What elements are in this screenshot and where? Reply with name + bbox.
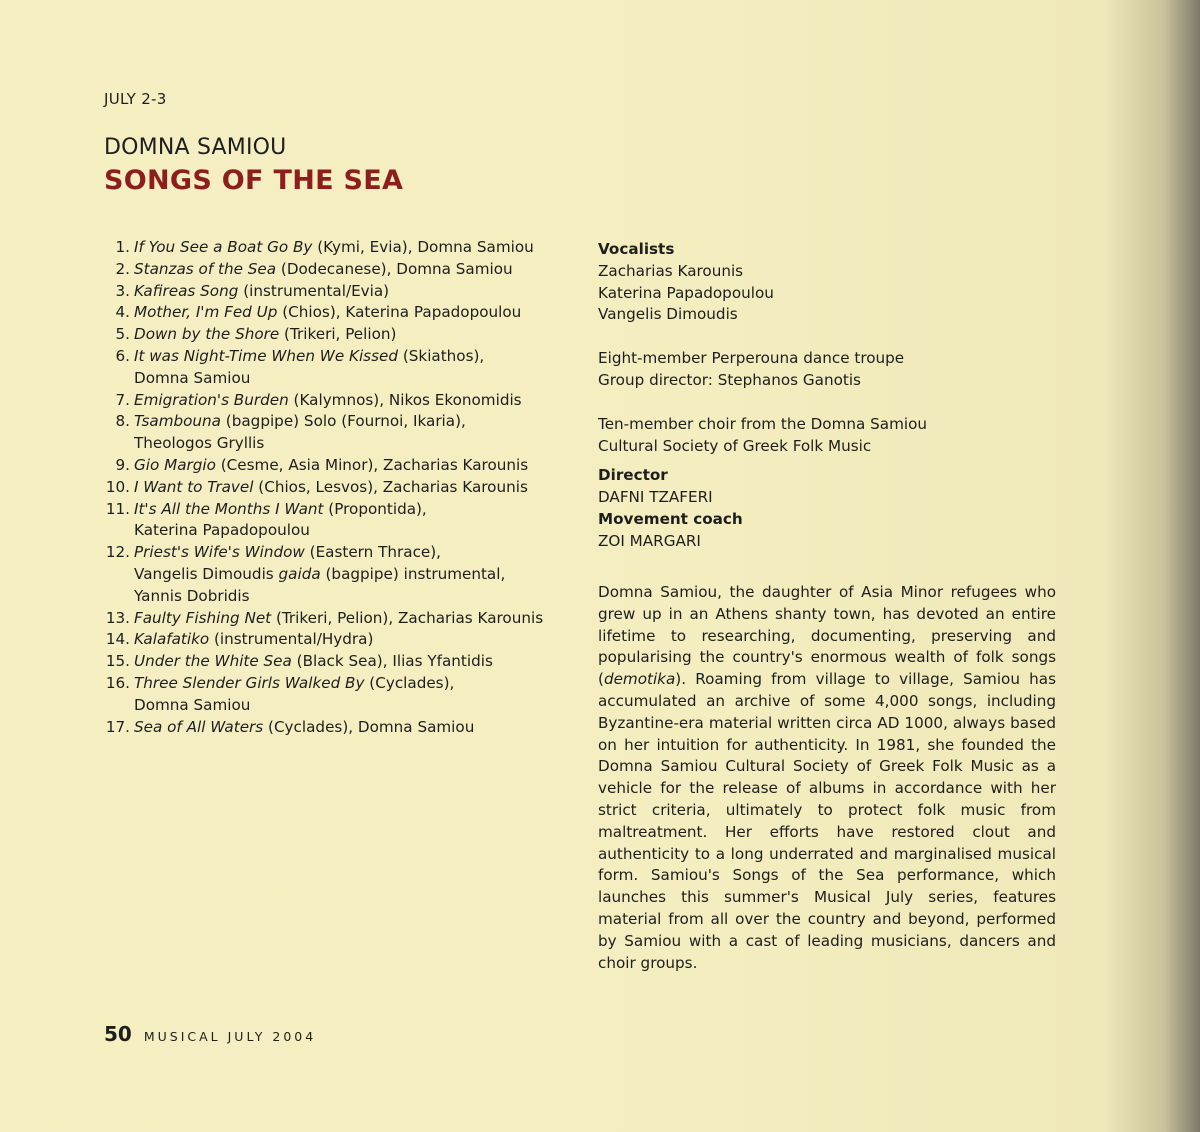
track-body (130, 499, 427, 543)
track-details: (Dodecanese), Domna Samiou (276, 259, 513, 278)
track-number: 8. (115, 412, 130, 431)
biography-paragraph (598, 582, 1056, 974)
track-item (102, 324, 552, 346)
track-title: It was Night-Time When We Kissed (134, 346, 398, 365)
track-details: (Kymi, Evia), Domna Samiou (312, 238, 534, 256)
vocalist-name: Vangelis Dimoudis (598, 305, 738, 324)
track-title: Emigration's Burden (134, 390, 289, 409)
track-body (130, 346, 484, 390)
bio-text: ). Roaming from village to village, Samiou has accumulated an archive of some 4,000 songs, including Byzantine-era material written circa AD 1000, always based on her intuition for authenticity. In 1981, she founded the Domna Samiou Cultural Society of Greek Folk Music as a vehicle for the release of albums in accordance with her strict criteria, ultimately to protect folk music from maltreatment. Her efforts have restored clout and authenticity to a long underrated and marginalised musical form. Samiou's Songs of the Sea performance, which launches this summer's Musical July series, features material from all over the country and beyond, performed by Samiou with a cast of leading musicians, dancers and choir groups. (598, 670, 1056, 972)
track-number: 10. (105, 477, 130, 496)
vocalists-heading: Vocalists (598, 240, 675, 258)
track-details: (Cyclades), Domna Samiou (263, 717, 475, 736)
track-number: 15. (105, 652, 130, 671)
track-body (130, 455, 528, 477)
track-details: (Cyclades), (364, 673, 455, 692)
track-item (102, 499, 552, 543)
track-body (130, 281, 389, 303)
vocalist-name: Zacharias Karounis (598, 261, 744, 280)
track-item (102, 651, 552, 673)
movement-coach-heading: Movement coach (598, 509, 743, 528)
track-details: (Chios), Katerina Papadopoulou (277, 303, 522, 322)
track-number: 2. (115, 259, 130, 278)
track-item (102, 346, 552, 390)
credits-section (598, 239, 1056, 553)
choir-line: Cultural Society of Greek Folk Music (598, 436, 872, 455)
bio-text: Domna Samiou, the daughter of Asia Minor refugees who grew up in an Athens shanty town, has devoted an entire lifetime to researching, documenting, preserving and popularising the country's enormous wealth of folk songs ( (598, 583, 1056, 689)
track-title: Three Slender Girls Walked By (134, 673, 365, 692)
programme-title: SONGS OF THE SEA (104, 165, 404, 196)
track-body (130, 411, 466, 455)
track-details: (Black Sea), Ilias Yfantidis (291, 652, 493, 671)
track-body (130, 237, 534, 259)
track-details: (Trikeri, Pelion) (279, 325, 397, 344)
track-number: 3. (115, 281, 130, 300)
track-number: 14. (105, 630, 130, 649)
event-date: JULY 2-3 (104, 90, 167, 108)
track-continuation: Domna Samiou (134, 695, 251, 714)
track-list (102, 237, 552, 738)
track-body (130, 259, 513, 281)
movement-coach-name: ZOI MARGARI (598, 531, 701, 550)
track-details: (instrumental/Hydra) (209, 630, 374, 649)
track-number: 16. (105, 673, 130, 692)
track-details: (instrumental/Evia) (238, 281, 390, 300)
track-body (130, 324, 396, 346)
track-details: (bagpipe) Solo (Fournoi, Ikaria), (220, 412, 466, 431)
track-title: I Want to Travel (134, 477, 254, 496)
track-item (102, 717, 552, 739)
dance-troupe-line: Eight-member Perperouna dance troupe (598, 349, 905, 368)
director-heading: Director (598, 466, 668, 485)
track-details: (Trikeri, Pelion), Zacharias Karounis (271, 608, 544, 627)
track-details: (Cesme, Asia Minor), Zacharias Karounis (215, 455, 529, 474)
track-body (130, 673, 454, 717)
track-number: 6. (115, 346, 130, 365)
track-continuation (134, 564, 505, 586)
publication-name: MUSICAL JULY 2004 (143, 1029, 317, 1044)
page-footer (104, 1022, 316, 1046)
track-body (130, 608, 543, 630)
track-item (102, 673, 552, 717)
track-details: (Propontida), (323, 499, 427, 518)
track-number: 9. (115, 455, 130, 474)
track-item (102, 608, 552, 630)
director-name: DAFNI TZAFERI (598, 488, 713, 507)
bio-italic-term: demotika (603, 670, 676, 689)
track-body (130, 629, 373, 651)
track-body (130, 542, 505, 607)
track-continuation: Yannis Dobridis (134, 586, 250, 605)
track-item (102, 477, 552, 499)
track-item (102, 259, 552, 281)
track-number: 17. (105, 717, 130, 736)
track-title: Sea of All Waters (134, 717, 264, 736)
track-item (102, 629, 552, 651)
track-item (102, 411, 552, 455)
track-number: 7. (115, 390, 130, 409)
track-title: Tsambouna (134, 412, 221, 431)
track-title: Mother, I'm Fed Up (134, 303, 278, 322)
track-number: 11. (105, 499, 130, 518)
track-title: Priest's Wife's Window (134, 543, 305, 562)
track-item (102, 237, 552, 259)
track-title: Kafireas Song (134, 281, 239, 300)
track-title: Down by the Shore (134, 325, 280, 344)
track-item (102, 281, 552, 303)
track-number: 13. (105, 608, 130, 627)
track-continuation: Theologos Gryllis (134, 434, 265, 453)
track-body (130, 717, 474, 739)
artist-name: DOMNA SAMIOU (104, 135, 287, 160)
track-continuation: Katerina Papadopoulou (134, 521, 310, 540)
track-title: If You See a Boat Go By (134, 238, 313, 256)
track-title: Under the White Sea (134, 652, 292, 671)
track-body (130, 302, 521, 324)
track-details: (Eastern Thrace), (304, 543, 442, 562)
track-item (102, 390, 552, 412)
track-number: 4. (115, 303, 130, 322)
track-title: Faulty Fishing Net (134, 608, 272, 627)
track-details: (Kalymnos), Nikos Ekonomidis (288, 390, 522, 409)
track-item (102, 455, 552, 477)
track-body (130, 390, 522, 412)
track-item (102, 542, 552, 607)
track-item (102, 302, 552, 324)
track-title: Kalafatiko (134, 630, 210, 649)
vocalist-name: Katerina Papadopoulou (598, 283, 774, 302)
instrument-name: gaida (278, 564, 321, 583)
track-body (130, 651, 493, 673)
track-details: (Skiathos), (398, 346, 485, 365)
track-title: Stanzas of the Sea (134, 259, 277, 278)
track-title: It's All the Months I Want (134, 499, 324, 518)
track-continuation-performer: Vangelis Dimoudis (134, 564, 274, 583)
page-number: 50 (104, 1022, 132, 1046)
track-number: 1. (115, 238, 130, 256)
track-title: Gio Margio (134, 455, 216, 474)
track-body (130, 477, 528, 499)
track-continuation: Domna Samiou (134, 368, 251, 387)
choir-line: Ten-member choir from the Domna Samiou (598, 414, 928, 433)
track-continuation-details: (bagpipe) instrumental, (320, 564, 506, 583)
track-number: 5. (115, 325, 130, 344)
track-details: (Chios, Lesvos), Zacharias Karounis (253, 477, 528, 496)
dance-director-line: Group director: Stephanos Ganotis (598, 370, 861, 389)
track-number: 12. (105, 543, 130, 562)
